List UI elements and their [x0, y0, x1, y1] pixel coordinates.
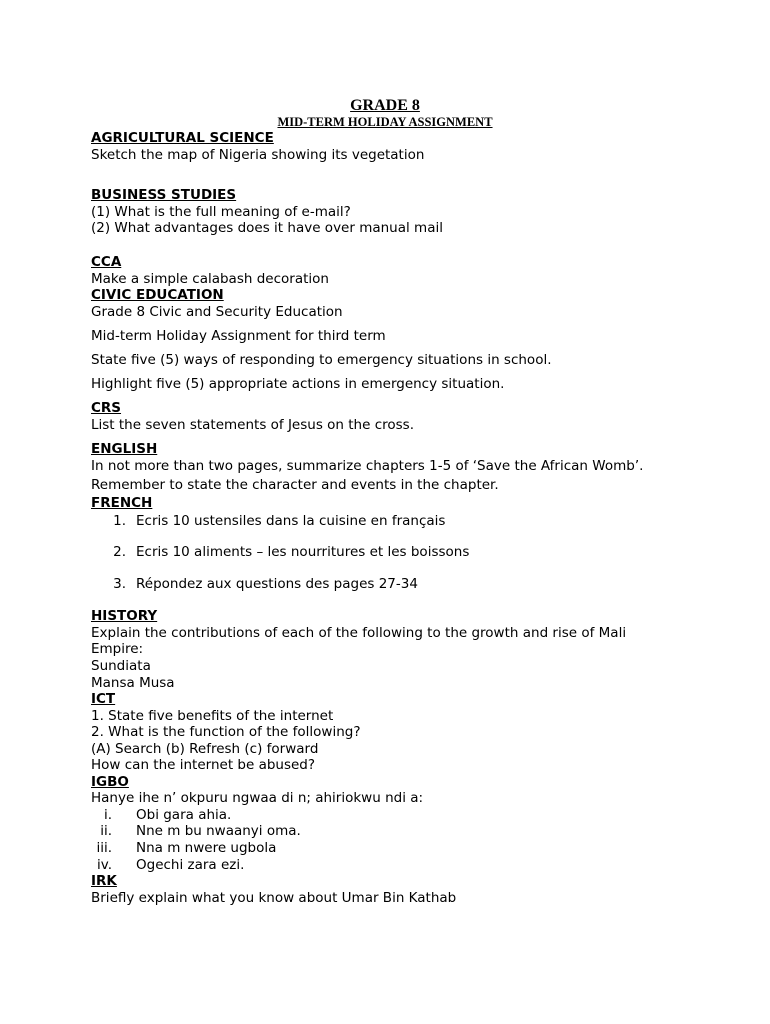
- crs-heading: CRS: [91, 400, 122, 416]
- igbo-item-2-number: ii.: [100, 823, 112, 839]
- agric-heading: AGRICULTURAL SCIENCE: [91, 130, 274, 146]
- igbo-item-1-number: i.: [103, 807, 112, 823]
- igbo-item-4-text: Ogechi zara ezi.: [136, 857, 245, 873]
- igbo-item-3-number: iii.: [96, 840, 112, 856]
- igbo-item-3-text: Nna m nwere ugbola: [136, 840, 277, 856]
- ict-line-3: (A) Search (b) Refresh (c) forward: [91, 741, 319, 757]
- french-item-1-text: Ecris 10 ustensiles dans la cuisine en français: [136, 513, 446, 529]
- civic-heading: CIVIC EDUCATION: [91, 287, 224, 303]
- igbo-item-4-number: iv.: [97, 857, 112, 873]
- history-line-3: Sundiata: [91, 658, 151, 674]
- cca-line-1: Make a simple calabash decoration: [91, 271, 329, 287]
- history-heading: HISTORY: [91, 608, 158, 624]
- french-item-3-number: 3.: [113, 576, 126, 592]
- english-line-2: Remember to state the character and events in the chapter.: [91, 477, 499, 493]
- english-line-1: In not more than two pages, summarize chapters 1-5 of ‘Save the African Womb’.: [91, 458, 644, 474]
- french-item-2-text: Ecris 10 aliments – les nourritures et les boissons: [136, 544, 470, 560]
- civic-line-1: Grade 8 Civic and Security Education: [91, 304, 343, 320]
- french-item-1-number: 1.: [113, 513, 126, 529]
- french-heading: FRENCH: [91, 495, 153, 511]
- history-line-4: Mansa Musa: [91, 675, 175, 691]
- igbo-heading: IGBO: [91, 774, 129, 790]
- business-question-2: (2) What advantages does it have over manual mail: [91, 220, 443, 236]
- civic-line-4: Highlight five (5) appropriate actions in emergency situation.: [91, 376, 505, 392]
- civic-line-3: State five (5) ways of responding to emergency situations in school.: [91, 352, 552, 368]
- ict-line-1: 1. State five benefits of the internet: [91, 708, 334, 724]
- history-line-1: Explain the contributions of each of the following to the growth and rise of Mali: [91, 625, 627, 641]
- agric-line-1: Sketch the map of Nigeria showing its vegetation: [91, 147, 425, 163]
- igbo-item-2-text: Nne m bu nwaanyi oma.: [136, 823, 301, 839]
- english-heading: ENGLISH: [91, 441, 158, 457]
- page-subtitle: MID-TERM HOLIDAY ASSIGNMENT: [277, 115, 493, 129]
- history-line-2: Empire:: [91, 641, 144, 657]
- igbo-line-1: Hanye ihe n’ okpuru ngwaa di n; ahiriokwu ndi a:: [91, 790, 424, 806]
- business-heading: BUSINESS STUDIES: [91, 187, 237, 203]
- ict-line-4: How can the internet be abused?: [91, 757, 316, 773]
- cca-heading: CCA: [91, 254, 122, 270]
- civic-line-2: Mid-term Holiday Assignment for third term: [91, 328, 386, 344]
- irk-heading: IRK: [91, 873, 117, 889]
- igbo-item-1-text: Obi gara ahia.: [136, 807, 232, 823]
- business-question-1: (1) What is the full meaning of e-mail?: [91, 204, 351, 220]
- irk-line-1: Briefly explain what you know about Umar Bin Kathab: [91, 890, 457, 906]
- page-title: GRADE 8: [350, 97, 420, 114]
- french-item-2-number: 2.: [113, 544, 126, 560]
- crs-line-1: List the seven statements of Jesus on the cross.: [91, 417, 414, 433]
- ict-line-2: 2. What is the function of the following?: [91, 724, 361, 740]
- french-item-3-text: Répondez aux questions des pages 27-34: [136, 576, 418, 592]
- ict-heading: ICT: [91, 691, 116, 707]
